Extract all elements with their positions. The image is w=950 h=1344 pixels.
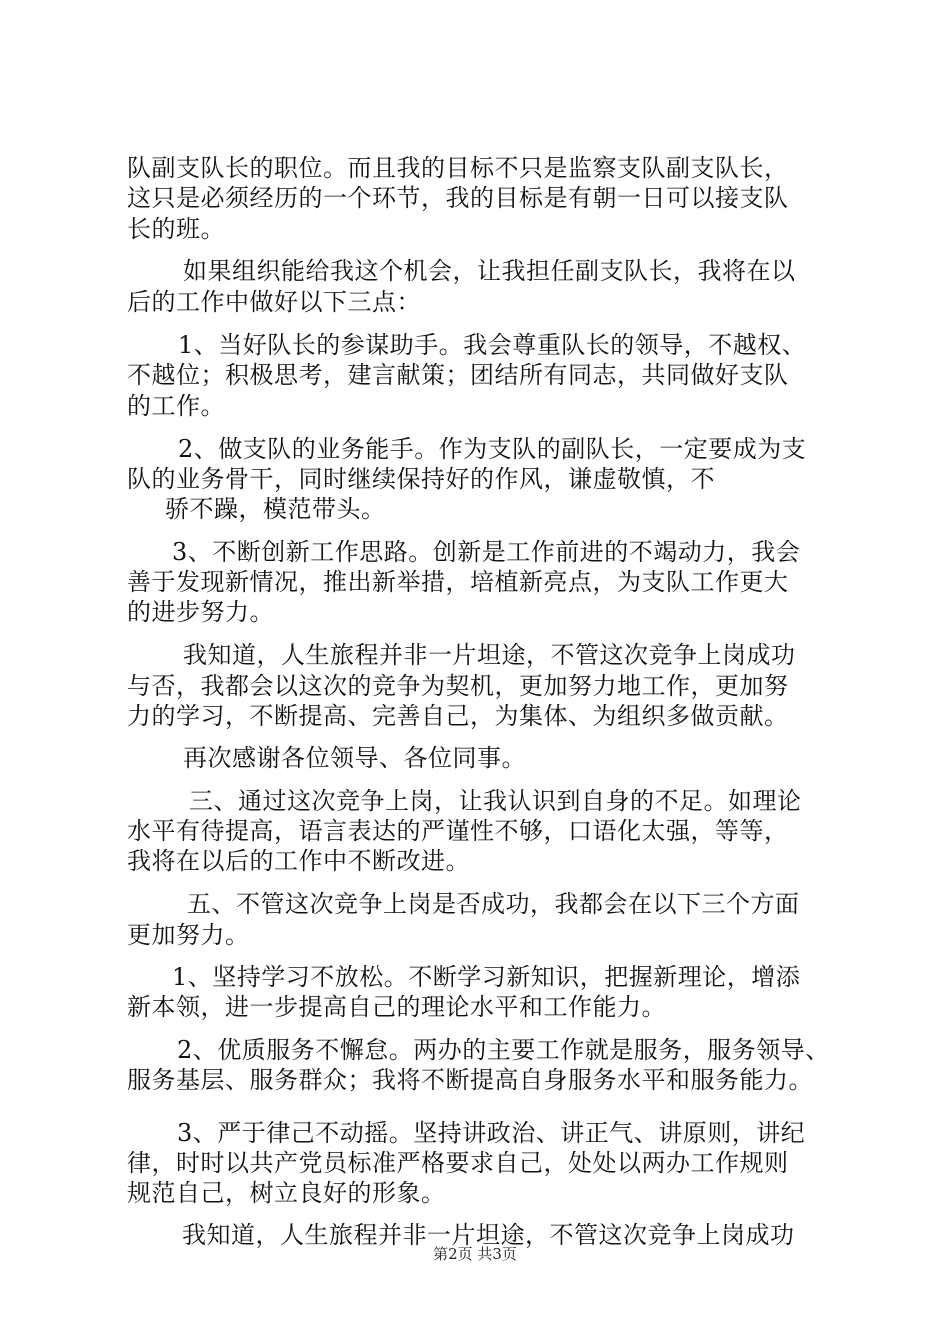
text-line: 再次感谢各位领导、各位同事。	[183, 744, 526, 772]
text-line: 规范自己，树立良好的形象。	[127, 1179, 446, 1207]
text-line: 的进步努力。	[127, 598, 274, 626]
text-line: 力的学习，不断提高、完善自己，为集体、为组织多做贡献。	[127, 702, 789, 730]
page-footer: 第2页 共3页	[433, 1245, 517, 1263]
text-line: 的工作。	[127, 392, 225, 420]
text-line: 五、不管这次竞争上岗是否成功，我都会在以下三个方面	[187, 890, 800, 918]
text-line: 1、坚持学习不放松。不断学习新知识，把握新理论，增添	[172, 963, 801, 991]
text-line: 1、当好队长的参谋助手。我会尊重队长的领导，不越权、	[178, 331, 807, 359]
text-line: 3、严于律己不动摇。坚持讲政治、讲正气、讲原则，讲纪	[177, 1119, 806, 1147]
text-line: 这只是必须经历的一个环节，我的目标是有朝一日可以接支队	[127, 184, 789, 212]
text-line: 善于发现新情况，推出新举措，培植新亮点，为支队工作更大	[127, 568, 789, 596]
text-line: 2、优质服务不懈怠。两办的主要工作就是服务，服务领导、	[177, 1036, 830, 1064]
text-line: 不越位；积极思考，建言献策；团结所有同志，共同做好支队	[127, 361, 789, 389]
text-line: 骄不躁，模范带头。	[165, 495, 386, 523]
text-line: 新本领，进一步提高自己的理论水平和工作能力。	[127, 993, 666, 1021]
text-line: 队副支队长的职位。而且我的目标不只是监察支队副支队长，	[127, 154, 789, 182]
text-line: 更加努力。	[127, 921, 250, 949]
text-line: 队的业务骨干，同时继续保持好的作风，谦虚敬慎，不	[127, 465, 715, 493]
text-line: 我知道，人生旅程并非一片坦途，不管这次竞争上岗成功	[183, 641, 796, 669]
text-line: 如果组织能给我这个机会，让我担任副支队长，我将在以	[183, 257, 796, 285]
text-line: 我知道，人生旅程并非一片坦途，不管这次竞争上岗成功	[182, 1221, 795, 1249]
text-line: 服务基层、服务群众；我将不断提高自身服务水平和服务能力。	[127, 1066, 813, 1094]
text-line: 3、不断创新工作思路。创新是工作前进的不竭动力，我会	[172, 538, 801, 566]
text-line: 与否，我都会以这次的竞争为契机，更加努力地工作，更加努	[127, 672, 789, 700]
text-line: 三、通过这次竞争上岗，让我认识到自身的不足。如理论	[189, 787, 802, 815]
text-line: 我将在以后的工作中不断改进。	[127, 847, 470, 875]
text-line: 长的班。	[127, 215, 225, 243]
text-line: 2、做支队的业务能手。作为支队的副队长，一定要成为支	[178, 435, 807, 463]
text-line: 水平有待提高，语言表达的严谨性不够，口语化太强，等等，	[127, 817, 789, 845]
text-line: 后的工作中做好以下三点：	[127, 288, 421, 316]
text-line: 律，时时以共产党员标准严格要求自己，处处以两办工作规则	[127, 1149, 789, 1177]
